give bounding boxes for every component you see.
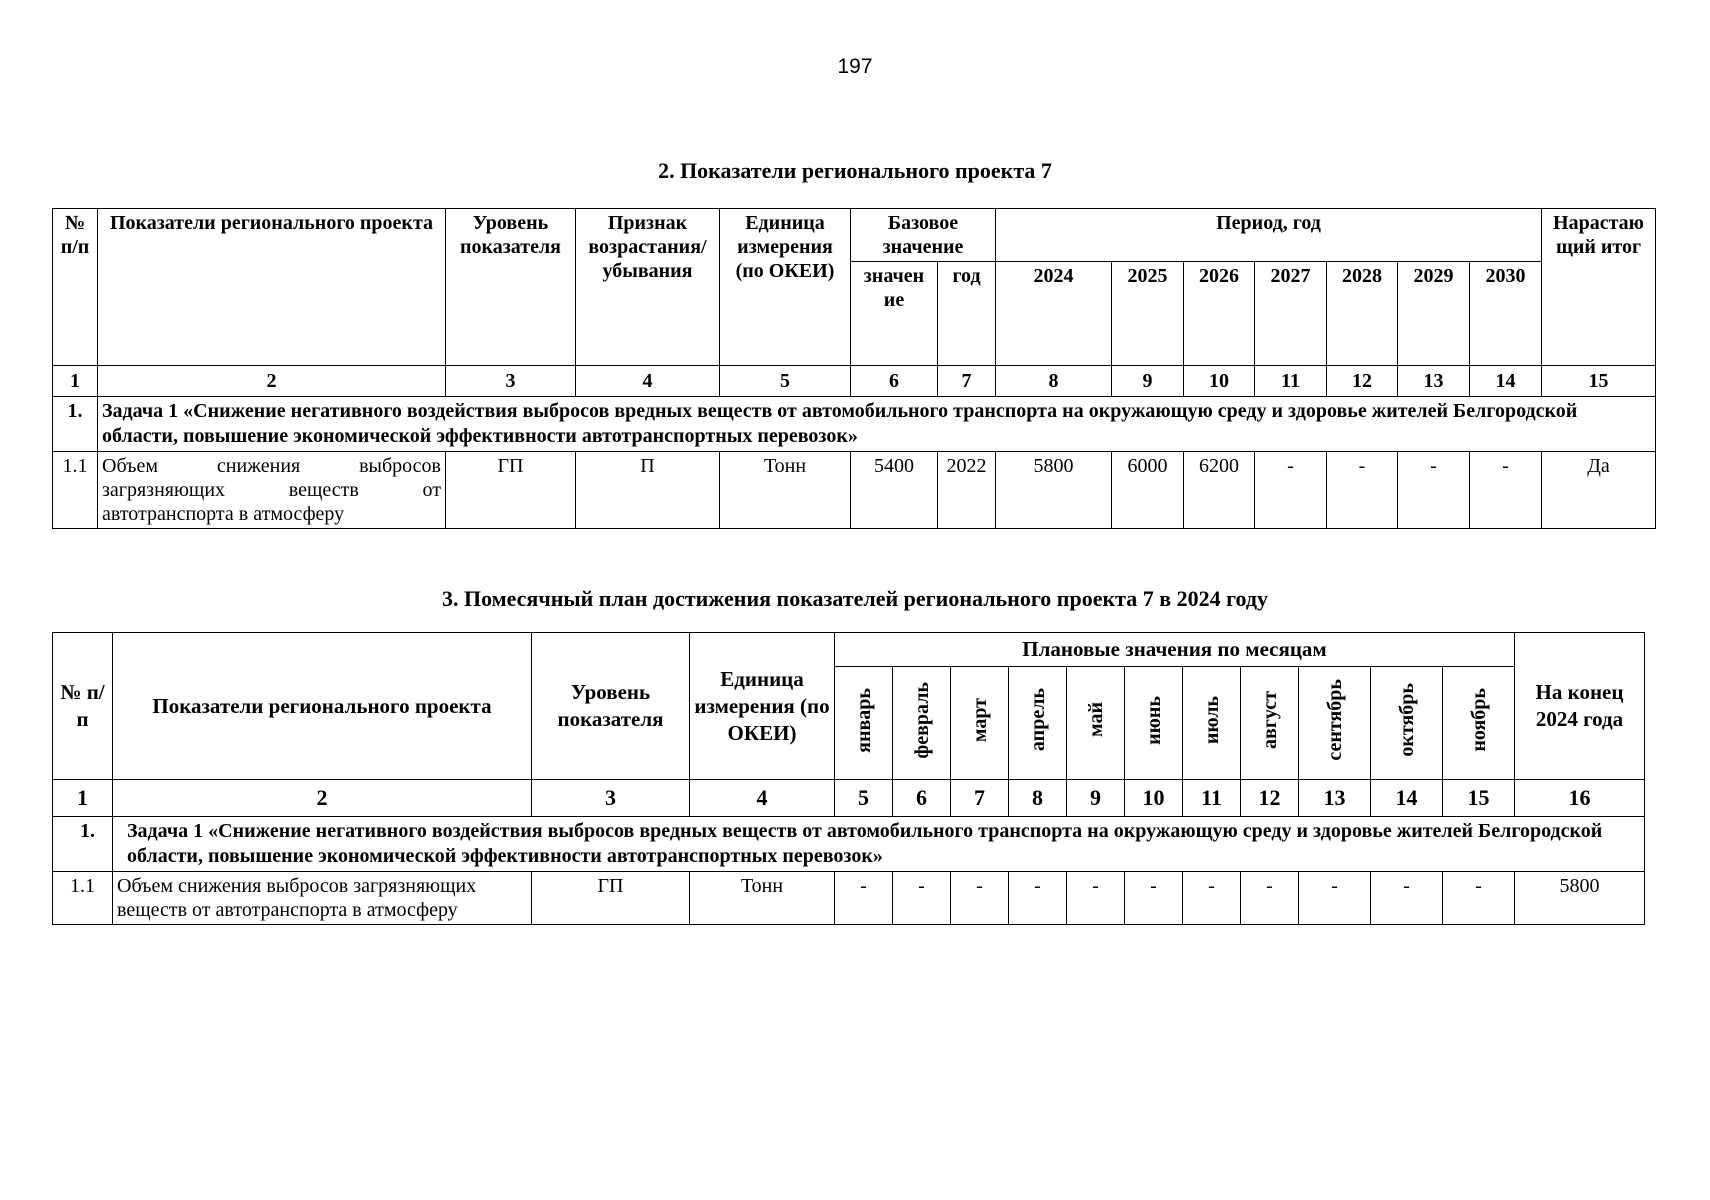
- column-number: 11: [1183, 780, 1241, 817]
- year-value: 6000: [1112, 452, 1184, 529]
- header-indicator: Показатели регионального проекта: [98, 209, 446, 366]
- year-value: 5800: [996, 452, 1112, 529]
- month-header: ноябрь: [1443, 667, 1515, 780]
- unit-value: Тонн: [690, 872, 835, 925]
- month-value: -: [1067, 872, 1125, 925]
- column-number: 2: [98, 366, 446, 397]
- year-value: 6200: [1184, 452, 1255, 529]
- column-number: 15: [1443, 780, 1515, 817]
- cumulative-value: Да: [1542, 452, 1656, 529]
- header-end-of-year: На конец 2024 года: [1515, 633, 1645, 780]
- section-3-title: 3. Помесячный план достижения показателей регионального проекта 7 в 2024 году: [441, 586, 1269, 611]
- column-number: 5: [720, 366, 851, 397]
- header-unit: Единица измерения (по ОКЕИ): [690, 633, 835, 780]
- column-number: 9: [1112, 366, 1184, 397]
- header-unit: Единица измерения (по ОКЕИ): [720, 209, 851, 366]
- header-sign: Признак возрастания/ убывания: [576, 209, 720, 366]
- month-header: февраль: [893, 667, 951, 780]
- year-value: -: [1327, 452, 1398, 529]
- column-number: 8: [1009, 780, 1067, 817]
- month-header: сентябрь: [1299, 667, 1371, 780]
- month-header: май: [1067, 667, 1125, 780]
- month-header: июнь: [1125, 667, 1183, 780]
- monthly-plan-table: [52, 632, 1645, 925]
- page-number: 197: [837, 55, 873, 78]
- column-number: 3: [446, 366, 576, 397]
- month-value: -: [1241, 872, 1299, 925]
- column-number: 4: [576, 366, 720, 397]
- row-number: 1.1: [53, 452, 98, 529]
- header-num: № п/п: [53, 209, 98, 366]
- indicator-name: Объем снижения выбросов загрязняющих веществ от автотранспорта в атмосферу: [98, 452, 446, 529]
- header-planned: Плановые значения по месяцам: [835, 633, 1515, 667]
- column-number: 13: [1398, 366, 1470, 397]
- column-number: 8: [996, 366, 1112, 397]
- column-number: 2: [113, 780, 532, 817]
- column-number: 6: [893, 780, 951, 817]
- month-value: -: [1125, 872, 1183, 925]
- column-number: 9: [1067, 780, 1125, 817]
- year-value: -: [1255, 452, 1327, 529]
- column-number: 7: [938, 366, 996, 397]
- base-year: 2022: [938, 452, 996, 529]
- header-period: Период, год: [996, 209, 1542, 262]
- column-number: 16: [1515, 780, 1645, 817]
- level-value: ГП: [446, 452, 576, 529]
- header-cumulative: Нарастаю щий итог: [1542, 209, 1656, 366]
- task-text: Задача 1 «Снижение негативного воздействия выбросов вредных веществ от автомобильного транспорта на окружающую среду и здоровье жителей Белгородской области, повышение экономической эффективности автотранспортных перевозок»: [98, 397, 1656, 452]
- row-number: 1.1: [53, 872, 113, 925]
- column-number: 12: [1241, 780, 1299, 817]
- header-year: 2029: [1398, 262, 1470, 366]
- end-of-year-value: 5800: [1515, 872, 1645, 925]
- month-header: июль: [1183, 667, 1241, 780]
- header-base: Базовое значение: [851, 209, 996, 262]
- header-year: 2027: [1255, 262, 1327, 366]
- month-value: -: [1371, 872, 1443, 925]
- header-year: 2024: [996, 262, 1112, 366]
- column-number: 13: [1299, 780, 1371, 817]
- column-number: 14: [1470, 366, 1542, 397]
- column-number: 12: [1327, 366, 1398, 397]
- task-number: 1.: [53, 817, 113, 872]
- month-header: август: [1241, 667, 1299, 780]
- indicators-table: [52, 208, 1656, 529]
- column-number: 11: [1255, 366, 1327, 397]
- month-value: -: [835, 872, 893, 925]
- unit-value: Тонн: [720, 452, 851, 529]
- month-header: апрель: [1009, 667, 1067, 780]
- column-number: 14: [1371, 780, 1443, 817]
- month-value: -: [951, 872, 1009, 925]
- sign-value: П: [576, 452, 720, 529]
- column-number: 1: [53, 780, 113, 817]
- column-number: 3: [532, 780, 690, 817]
- task-text: Задача 1 «Снижение негативного воздействия выбросов вредных веществ от автомобильного транспорта на окружающую среду и здоровье жителей Белгородской области, повышение экономической эффективности автотранспортных перевозок»: [113, 817, 1645, 872]
- month-value: -: [1183, 872, 1241, 925]
- indicator-name: Объем снижения выбросов загрязняющих веществ от автотранспорта в атмосферу: [113, 872, 532, 925]
- header-num: № п/п: [53, 633, 113, 780]
- month-value: -: [1299, 872, 1371, 925]
- column-number: 7: [951, 780, 1009, 817]
- year-value: -: [1398, 452, 1470, 529]
- header-indicator: Показатели регионального проекта: [113, 633, 532, 780]
- month-value: -: [1443, 872, 1515, 925]
- base-value: 5400: [851, 452, 938, 529]
- header-year: 2028: [1327, 262, 1398, 366]
- column-number: 4: [690, 780, 835, 817]
- column-number: 10: [1184, 366, 1255, 397]
- level-value: ГП: [532, 872, 690, 925]
- column-number: 1: [53, 366, 98, 397]
- column-number: 5: [835, 780, 893, 817]
- month-header: октябрь: [1371, 667, 1443, 780]
- section-2-title: 2. Показатели регионального проекта 7: [658, 158, 1052, 183]
- header-level: Уровень показателя: [446, 209, 576, 366]
- task-number: 1.: [53, 397, 98, 452]
- header-level: Уровень показателя: [532, 633, 690, 780]
- month-value: -: [893, 872, 951, 925]
- month-header: январь: [835, 667, 893, 780]
- month-value: -: [1009, 872, 1067, 925]
- header-year: 2030: [1470, 262, 1542, 366]
- year-value: -: [1470, 452, 1542, 529]
- column-number: 6: [851, 366, 938, 397]
- header-year: 2026: [1184, 262, 1255, 366]
- column-number: 10: [1125, 780, 1183, 817]
- header-base-value: значен ие: [851, 262, 938, 366]
- month-header: март: [951, 667, 1009, 780]
- header-base-year: год: [938, 262, 996, 366]
- column-number: 15: [1542, 366, 1656, 397]
- header-year: 2025: [1112, 262, 1184, 366]
